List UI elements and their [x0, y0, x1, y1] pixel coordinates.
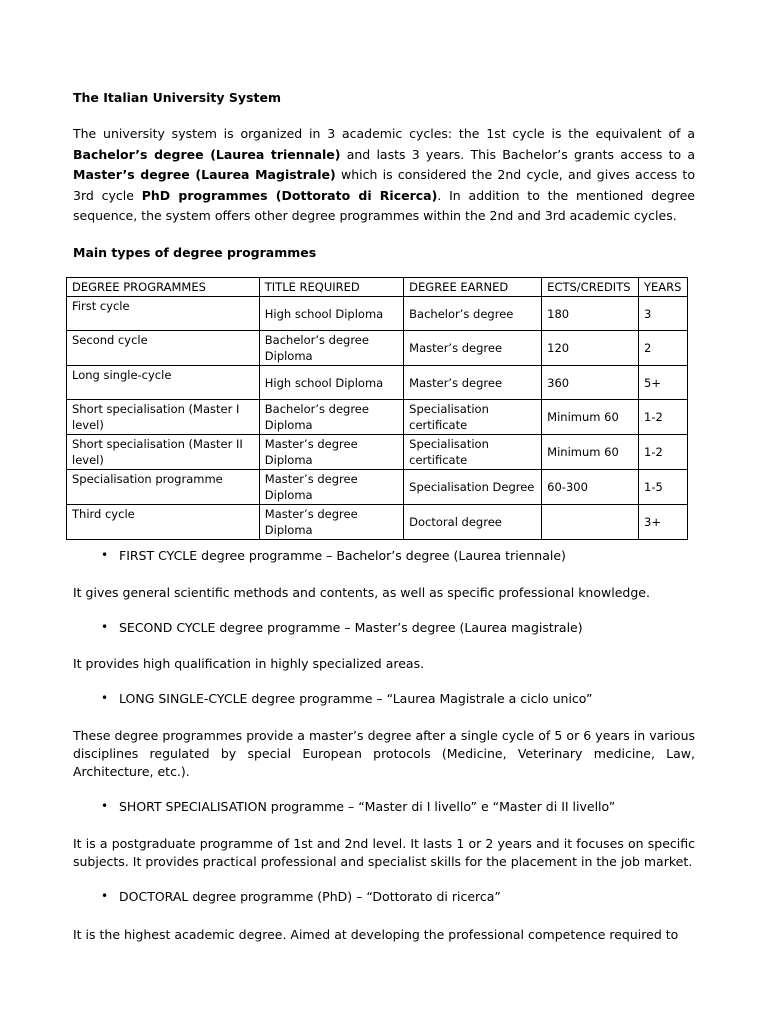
cell-degree-earned: Specialisation certificate	[404, 400, 542, 435]
intro-text-4: . In addition to the mentioned degree sequence, the system offers other degree programmes within the 2nd and 3rd academic cycles.	[73, 187, 695, 223]
cell-degree-earned: Master’s degree	[404, 331, 542, 366]
paragraph-short-specialisation: It is a postgraduate programme of 1st and 2nd level. It lasts 1 or 2 years and it focuses on specific subjects. It provides practical professional and specialist skills for the placement in the job market.	[73, 836, 695, 869]
table-row	[67, 505, 688, 540]
table-row	[67, 331, 688, 366]
cell-ects: Minimum 60	[542, 435, 639, 470]
cell-programme: Third cycle	[67, 505, 260, 540]
cell-degree-earned: Specialisation certificate	[404, 435, 542, 470]
paragraph-first-cycle: It gives general scientific methods and contents, as well as specific professional knowledge.	[73, 585, 650, 600]
cell-programme: First cycle	[67, 297, 260, 331]
intro-text-1: The university system is organized in 3 academic cycles: the 1st cycle is the equivalent of a	[73, 126, 695, 141]
intro-text-3: which is considered the 2nd cycle, and gives access to 3rd cycle	[73, 167, 695, 203]
bullet-long-single-cycle	[101, 691, 593, 706]
paragraph-second-cycle: It provides high qualification in highly specialized areas.	[73, 656, 425, 671]
table-row	[67, 435, 688, 470]
cell-years: 1-5	[639, 470, 688, 505]
bullet-dot-icon: •	[101, 548, 109, 562]
header-degree-programmes: DEGREE PROGRAMMES	[67, 278, 260, 297]
cell-years: 3	[639, 297, 688, 331]
cell-title-required: High school Diploma	[259, 297, 403, 331]
cell-years: 1-2	[639, 435, 688, 470]
cell-degree-earned: Doctoral degree	[404, 505, 542, 540]
intro-paragraph	[73, 124, 695, 227]
intro-bold-master: Master’s degree (Laurea Magistrale)	[73, 167, 336, 182]
table-heading: Main types of degree programmes	[73, 245, 317, 260]
cell-degree-earned: Master’s degree	[404, 366, 542, 400]
cell-ects	[542, 505, 639, 540]
cell-programme: Second cycle	[67, 331, 260, 366]
bullet-doctoral	[101, 889, 501, 904]
paragraph-doctoral: It is the highest academic degree. Aimed at developing the professional competence required to	[73, 927, 679, 942]
bullet-text: SHORT SPECIALISATION programme – “Master di I livello” e “Master di II livello”	[119, 799, 616, 814]
cell-programme: Long single-cycle	[67, 366, 260, 400]
cell-title-required: Bachelor’s degree Diploma	[259, 400, 403, 435]
cell-title-required: Master’s degree Diploma	[259, 505, 403, 540]
cell-ects: 60-300	[542, 470, 639, 505]
cell-ects: Minimum 60	[542, 400, 639, 435]
cell-years: 1-2	[639, 400, 688, 435]
bullet-text: SECOND CYCLE degree programme – Master’s degree (Laurea magistrale)	[119, 620, 583, 635]
bullet-second-cycle	[101, 620, 583, 635]
intro-text-2: and lasts 3 years. This Bachelor’s grants access to a	[340, 146, 696, 162]
bullet-dot-icon: •	[101, 620, 109, 634]
table-row	[67, 470, 688, 505]
cell-years: 2	[639, 331, 688, 366]
cell-title-required: Master’s degree Diploma	[259, 435, 403, 470]
header-years: YEARS	[639, 278, 688, 297]
bullet-dot-icon: •	[101, 889, 109, 903]
degree-programmes-table	[66, 277, 688, 540]
bullet-text: LONG SINGLE-CYCLE degree programme – “Laurea Magistrale a ciclo unico”	[119, 691, 593, 706]
cell-ects: 360	[542, 366, 639, 400]
paragraph-long-single-cycle: These degree programmes provide a master’s degree after a single cycle of 5 or 6 years in various disciplines regulated by special European protocols (Medicine, Veterinary medicine, Law, Architecture, etc.).	[73, 728, 695, 779]
bullet-text: FIRST CYCLE degree programme – Bachelor’s degree (Laurea triennale)	[119, 548, 566, 563]
cell-title-required: Bachelor’s degree Diploma	[259, 331, 403, 366]
document-title: The Italian University System	[73, 90, 281, 105]
cell-programme: Short specialisation (Master I level)	[67, 400, 260, 435]
bullet-dot-icon: •	[101, 799, 109, 813]
cell-years: 5+	[639, 366, 688, 400]
cell-years: 3+	[639, 505, 688, 540]
cell-ects: 180	[542, 297, 639, 331]
bullet-dot-icon: •	[101, 691, 109, 705]
cell-degree-earned: Bachelor’s degree	[404, 297, 542, 331]
bullet-short-specialisation	[101, 799, 616, 814]
cell-title-required: Master’s degree Diploma	[259, 470, 403, 505]
header-degree-earned: DEGREE EARNED	[404, 278, 542, 297]
table-row	[67, 297, 688, 331]
cell-title-required: High school Diploma	[259, 366, 403, 400]
cell-programme: Short specialisation (Master II level)	[67, 435, 260, 470]
cell-programme: Specialisation programme	[67, 470, 260, 505]
table-header-row	[67, 278, 688, 297]
bullet-first-cycle	[101, 548, 566, 563]
table-row	[67, 400, 688, 435]
cell-degree-earned: Specialisation Degree	[404, 470, 542, 505]
intro-bold-bachelor: Bachelor’s degree (Laurea triennale)	[73, 146, 341, 162]
header-ects-credits: ECTS/CREDITS	[542, 278, 639, 297]
cell-ects: 120	[542, 331, 639, 366]
table-row	[67, 366, 688, 400]
header-title-required: TITLE REQUIRED	[259, 278, 403, 297]
intro-bold-phd: PhD programmes (Dottorato di Ricerca)	[141, 187, 438, 203]
bullet-text: DOCTORAL degree programme (PhD) – “Dottorato di ricerca”	[119, 889, 501, 904]
